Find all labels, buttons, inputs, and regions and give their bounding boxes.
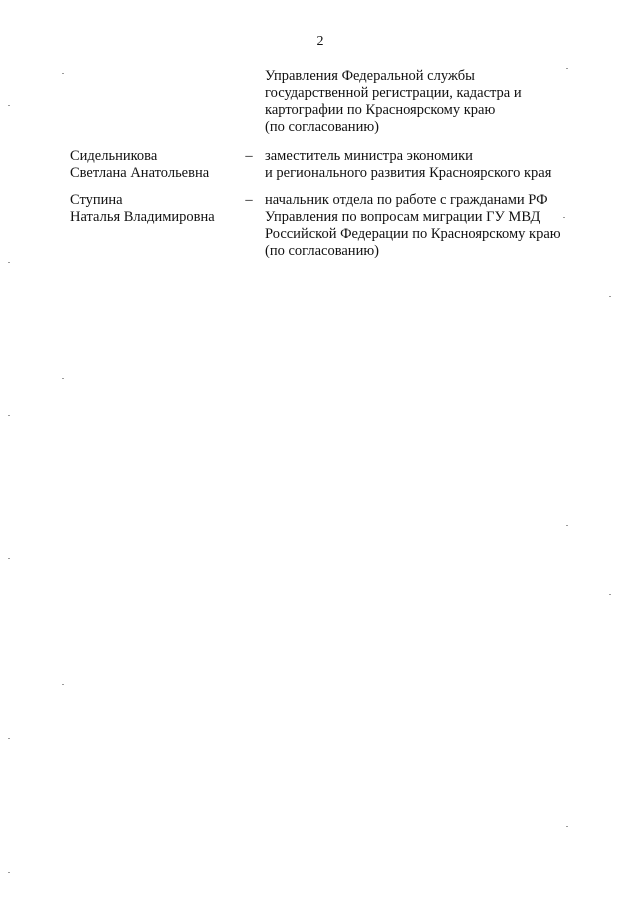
position-line: Управления по вопросам миграции ГУ МВД: [265, 209, 541, 225]
scan-speck: [8, 558, 10, 559]
scan-speck: [8, 738, 10, 739]
position-line: (по согласованию): [265, 243, 379, 259]
scan-speck: [8, 105, 10, 106]
scan-speck: [8, 415, 10, 416]
member-name: [70, 192, 240, 226]
member-position: [265, 192, 595, 260]
scan-speck: [62, 378, 64, 379]
member-surname: Ступина: [70, 192, 123, 208]
scan-speck: [563, 217, 565, 218]
scan-speck: [566, 826, 568, 827]
scan-speck: [62, 73, 64, 74]
scan-speck: [609, 296, 611, 297]
continuation-line: Управления Федеральной службы: [265, 68, 475, 84]
separator-dash: –: [245, 192, 253, 208]
scan-speck: [8, 872, 10, 873]
continuation-line: картографии по Красноярскому краю: [265, 102, 496, 118]
scan-speck: [566, 525, 568, 526]
member-name: [70, 148, 240, 182]
position-line: и регионального развития Красноярского края: [265, 165, 552, 181]
position-line: Российской Федерации по Красноярскому краю: [265, 226, 561, 242]
scan-speck: [8, 262, 10, 263]
scan-speck: [566, 68, 568, 69]
continuation-text: [265, 68, 595, 136]
member-given-names: Светлана Анатольевна: [70, 165, 210, 181]
member-surname: Сидельникова: [70, 148, 158, 164]
member-given-names: Наталья Владимировна: [70, 209, 215, 225]
member-position: [265, 148, 595, 182]
continuation-line: государственной регистрации, кадастра и: [265, 85, 522, 101]
page-number: 2: [316, 34, 324, 49]
position-line: начальник отдела по работе с гражданами РФ: [265, 192, 548, 208]
separator-dash: –: [245, 148, 253, 164]
scan-speck: [609, 594, 611, 595]
continuation-line: (по согласованию): [265, 119, 379, 135]
position-line: заместитель министра экономики: [265, 148, 473, 164]
scan-speck: [62, 684, 64, 685]
